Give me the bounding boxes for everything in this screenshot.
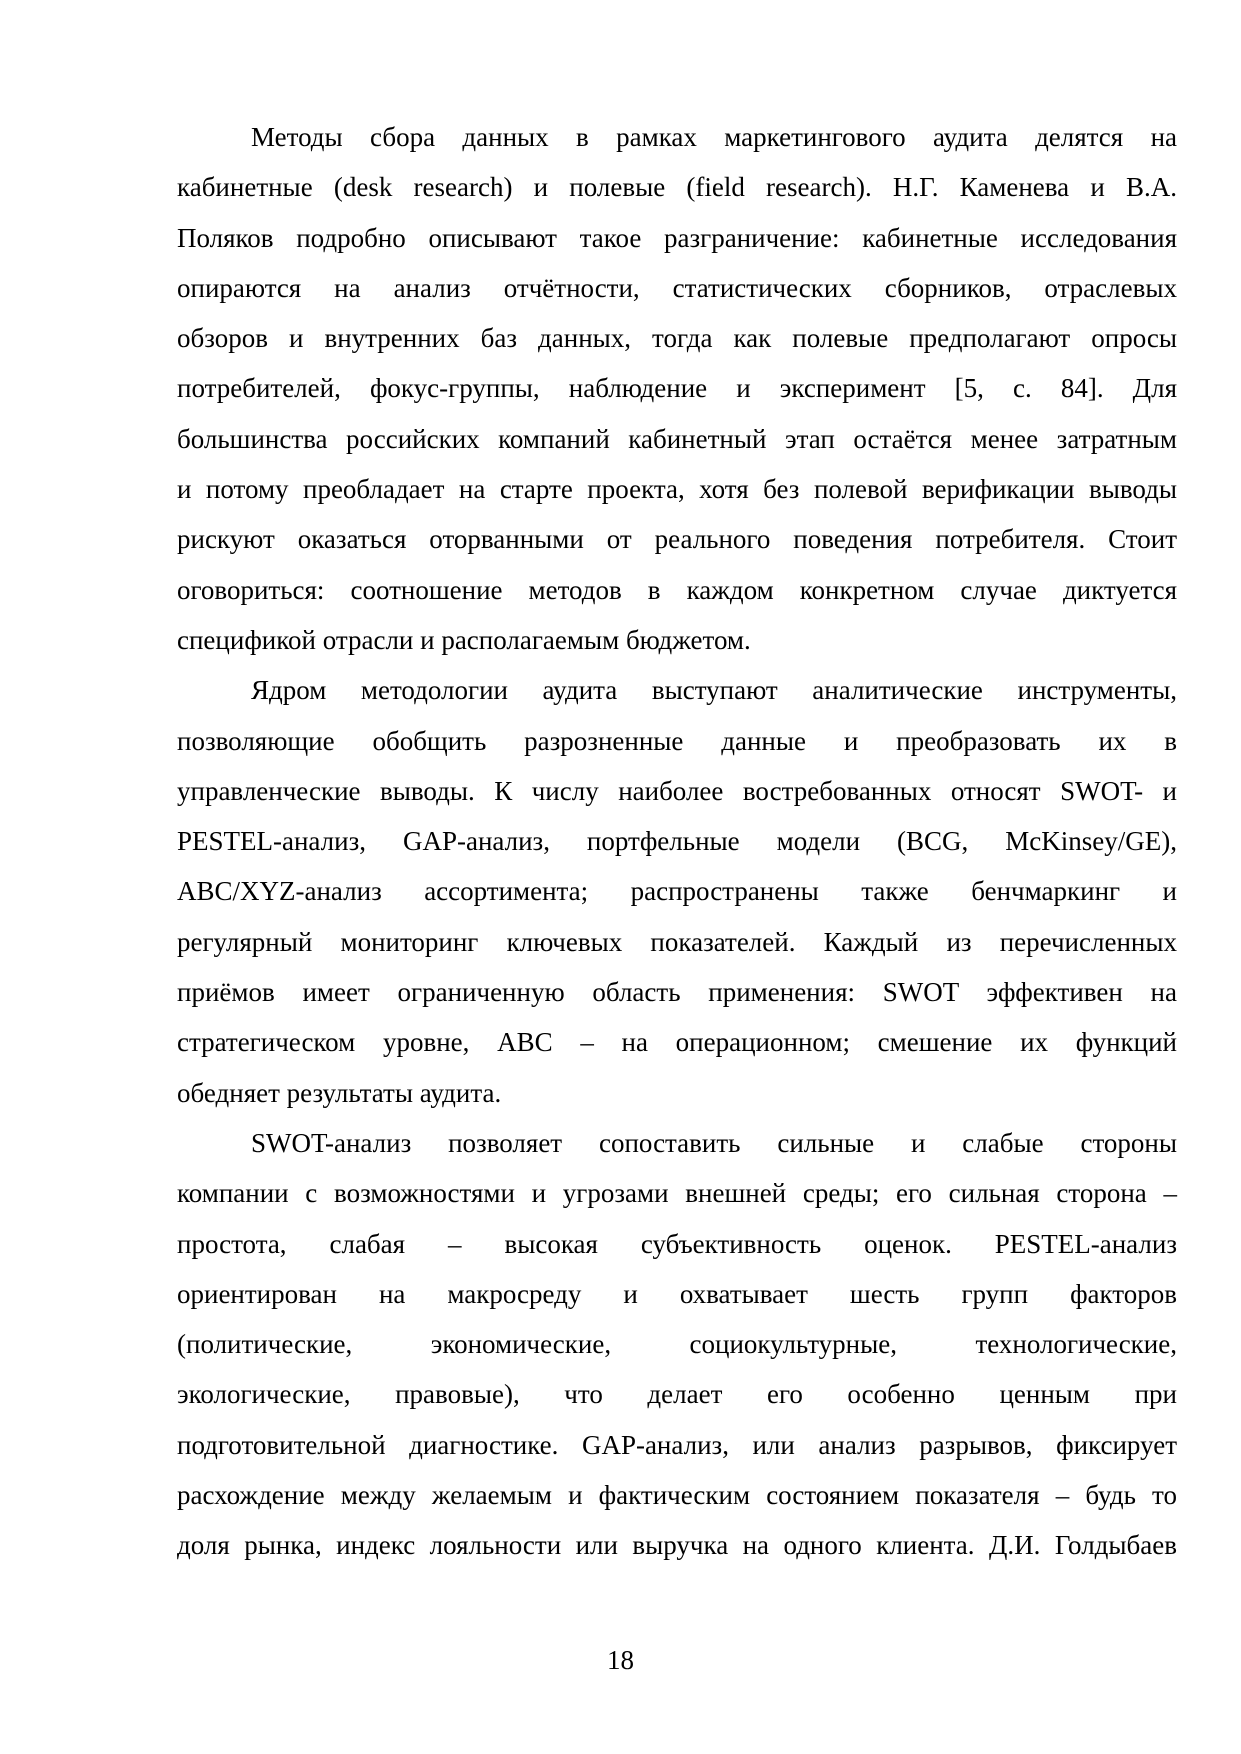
text-line: регулярный мониторинг ключевых показателей. Каждый из перечисленных (177, 926, 1177, 957)
text-line: обедняет результаты аудита. (177, 1077, 502, 1108)
text-line: Ядром методологии аудита выступают аналитические инструменты, (251, 675, 1177, 706)
text-line: (политические, экономические, социокультурные, технологические, (177, 1329, 1177, 1360)
body-text (177, 112, 1177, 1571)
text-line: простота, слабая – высокая субъективность оценок. PESTEL-анализ (177, 1228, 1177, 1259)
text-line: ABC/XYZ-анализ ассортимента; распространены также бенчмаркинг и (177, 876, 1177, 907)
text-line: кабинетные (desk research) и полевые (field research). Н.Г. Каменева и В.А. (177, 172, 1177, 203)
page-number: 18 (607, 1645, 634, 1675)
text-line: и потому преобладает на старте проекта, хотя без полевой верификации выводы (177, 474, 1177, 505)
text-line: приёмов имеет ограниченную область применения: SWOT эффективен на (177, 977, 1177, 1008)
text-line: рискуют оказаться оторванными от реального поведения потребителя. Стоит (177, 524, 1177, 555)
text-line: PESTEL-анализ, GAP-анализ, портфельные модели (BCG, McKinsey/GE), (177, 826, 1177, 857)
text-line: SWOT-анализ позволяет сопоставить сильные и слабые стороны (251, 1127, 1177, 1158)
text-line: стратегическом уровне, ABC – на операционном; смешение их функций (177, 1027, 1177, 1058)
paragraph (177, 1118, 1177, 1571)
text-line: расхождение между желаемым и фактическим состоянием показателя – будь то (177, 1480, 1177, 1511)
text-line: большинства российских компаний кабинетный этап остаётся менее затратным (177, 423, 1177, 454)
text-line: опираются на анализ отчётности, статистических сборников, отраслевых (177, 272, 1177, 303)
text-line: позволяющие обобщить разрозненные данные и преобразовать их в (177, 725, 1177, 756)
paragraph (177, 112, 1177, 665)
text-line: компании с возможностями и угрозами внешней среды; его сильная сторона – (177, 1178, 1177, 1209)
text-line: Методы сбора данных в рамках маркетингового аудита делятся на (251, 122, 1177, 152)
text-line: потребителей, фокус-группы, наблюдение и эксперимент [5, с. 84]. Для (177, 373, 1177, 404)
text-line: доля рынка, индекс лояльности или выручка на одного клиента. Д.И. Голдыбаев (177, 1530, 1177, 1561)
text-line: обзоров и внутренних баз данных, тогда как полевые предполагают опросы (177, 323, 1177, 354)
text-line: оговориться: соотношение методов в каждом конкретном случае диктуется (177, 574, 1177, 605)
paragraph (177, 665, 1177, 1118)
text-line: экологические, правовые), что делает его особенно ценным при (177, 1379, 1177, 1410)
text-line: ориентирован на макросреду и охватывает шесть групп факторов (177, 1278, 1177, 1309)
text-line: управленческие выводы. К числу наиболее востребованных относят SWOT- и (177, 775, 1177, 806)
text-line: подготовительной диагностике. GAP-анализ, или анализ разрывов, фиксирует (177, 1429, 1177, 1460)
text-line: спецификой отрасли и располагаемым бюджетом. (177, 624, 751, 655)
text-line: Поляков подробно описывают такое разграничение: кабинетные исследования (177, 222, 1177, 253)
